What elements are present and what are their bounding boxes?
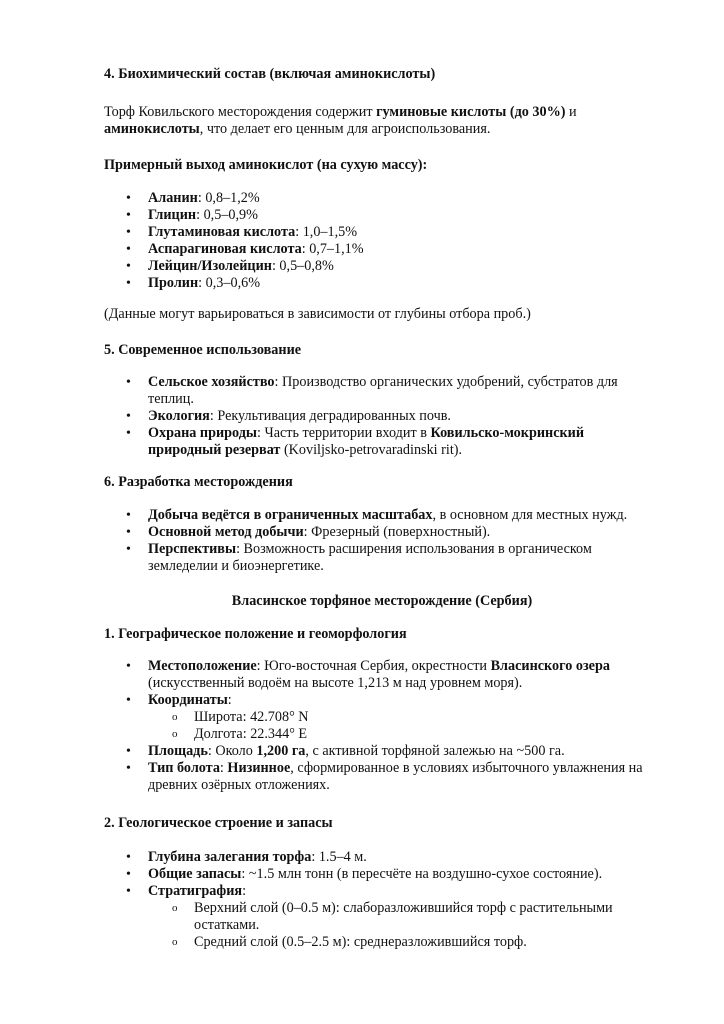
section-4-intro: Торф Ковильского месторождения содержит гуминовые кислоты (до 30%) и аминокислоты, что делает его ценным для агроиспользования.: [104, 104, 577, 137]
list-item: • Добыча ведётся в ограниченных масштабах, в основном для местных нужд.: [104, 507, 644, 524]
list-item: • Аспарагиновая кислота: 0,7–1,1%: [104, 241, 644, 258]
list-item: • Охрана природы: Часть территории входит в Ковильско-мокринский природный резерват (Koviljsko-petrovaradinski rit).: [104, 425, 644, 459]
list-item: o Верхний слой (0–0.5 м): слаборазложившийся торф с растительными остатками.: [148, 900, 644, 934]
vlasina-section-2-title: 2. Геологическое строение и запасы: [104, 815, 333, 831]
vlasina-section-1-title: 1. Географическое положение и геоморфология: [104, 626, 407, 642]
section-4-title: 4. Биохимический состав (включая аминокислоты): [104, 66, 436, 82]
development-list: [104, 507, 644, 575]
coordinates-sublist: [148, 709, 644, 743]
list-item: • Экология: Рекультивация деградированных почв.: [104, 408, 644, 425]
list-item: o Средний слой (0.5–2.5 м): среднеразложившийся торф.: [148, 934, 644, 951]
list-item: o Долгота: 22.344° E: [148, 726, 644, 743]
list-item: • Координаты: o Широта: 42.708° N o Долгота: 22.344° E: [104, 692, 644, 743]
list-item: • Лейцин/Изолейцин: 0,5–0,8%: [104, 258, 644, 275]
list-item: • Общие запасы: ~1.5 млн тонн (в пересчёте на воздушно-сухое состояние).: [104, 866, 644, 883]
stratigraphy-sublist: [148, 900, 644, 951]
list-item: • Глутаминовая кислота: 1,0–1,5%: [104, 224, 644, 241]
list-item: • Перспективы: Возможность расширения использования в органическом земледелии и биоэнергетике.: [104, 541, 644, 575]
usage-list: [104, 374, 644, 459]
list-item: • Тип болота: Низинное, сформированное в условиях избыточного увлажнения на древних озёрных отложениях.: [104, 760, 644, 794]
section-5-title: 5. Современное использование: [104, 342, 302, 358]
amino-acids-subtitle: Примерный выход аминокислот (на сухую массу):: [104, 157, 428, 173]
list-item: • Аланин: 0,8–1,2%: [104, 190, 644, 207]
list-item: • Местоположение: Юго-восточная Сербия, окрестности Власинского озера (искусственный водоём на высоте 1,213 м над уровнем моря).: [104, 658, 644, 692]
vlasina-heading: Власинское торфяное месторождение (Сербия): [231, 593, 533, 609]
location-list: [104, 658, 644, 794]
list-item: • Сельское хозяйство: Производство органических удобрений, субстратов для теплиц.: [104, 374, 644, 408]
section-6-title: 6. Разработка месторождения: [104, 474, 293, 490]
list-item: • Стратиграфия: o Верхний слой (0–0.5 м): слаборазложившийся торф с растительными остатками. o Средний слой (0.5–2.5 м): среднеразложившийся торф.: [104, 883, 644, 951]
list-item: • Глубина залегания торфа: 1.5–4 м.: [104, 849, 644, 866]
list-item: • Пролин: 0,3–0,6%: [104, 275, 644, 292]
data-note: (Данные могут варьироваться в зависимости от глубины отбора проб.): [104, 306, 531, 322]
reserves-list: [104, 849, 644, 951]
amino-acid-list: [104, 190, 644, 292]
list-item: • Глицин: 0,5–0,9%: [104, 207, 644, 224]
list-item: o Широта: 42.708° N: [148, 709, 644, 726]
list-item: • Площадь: Около 1,200 га, с активной торфяной залежью на ~500 га.: [104, 743, 644, 760]
list-item: • Основной метод добычи: Фрезерный (поверхностный).: [104, 524, 644, 541]
